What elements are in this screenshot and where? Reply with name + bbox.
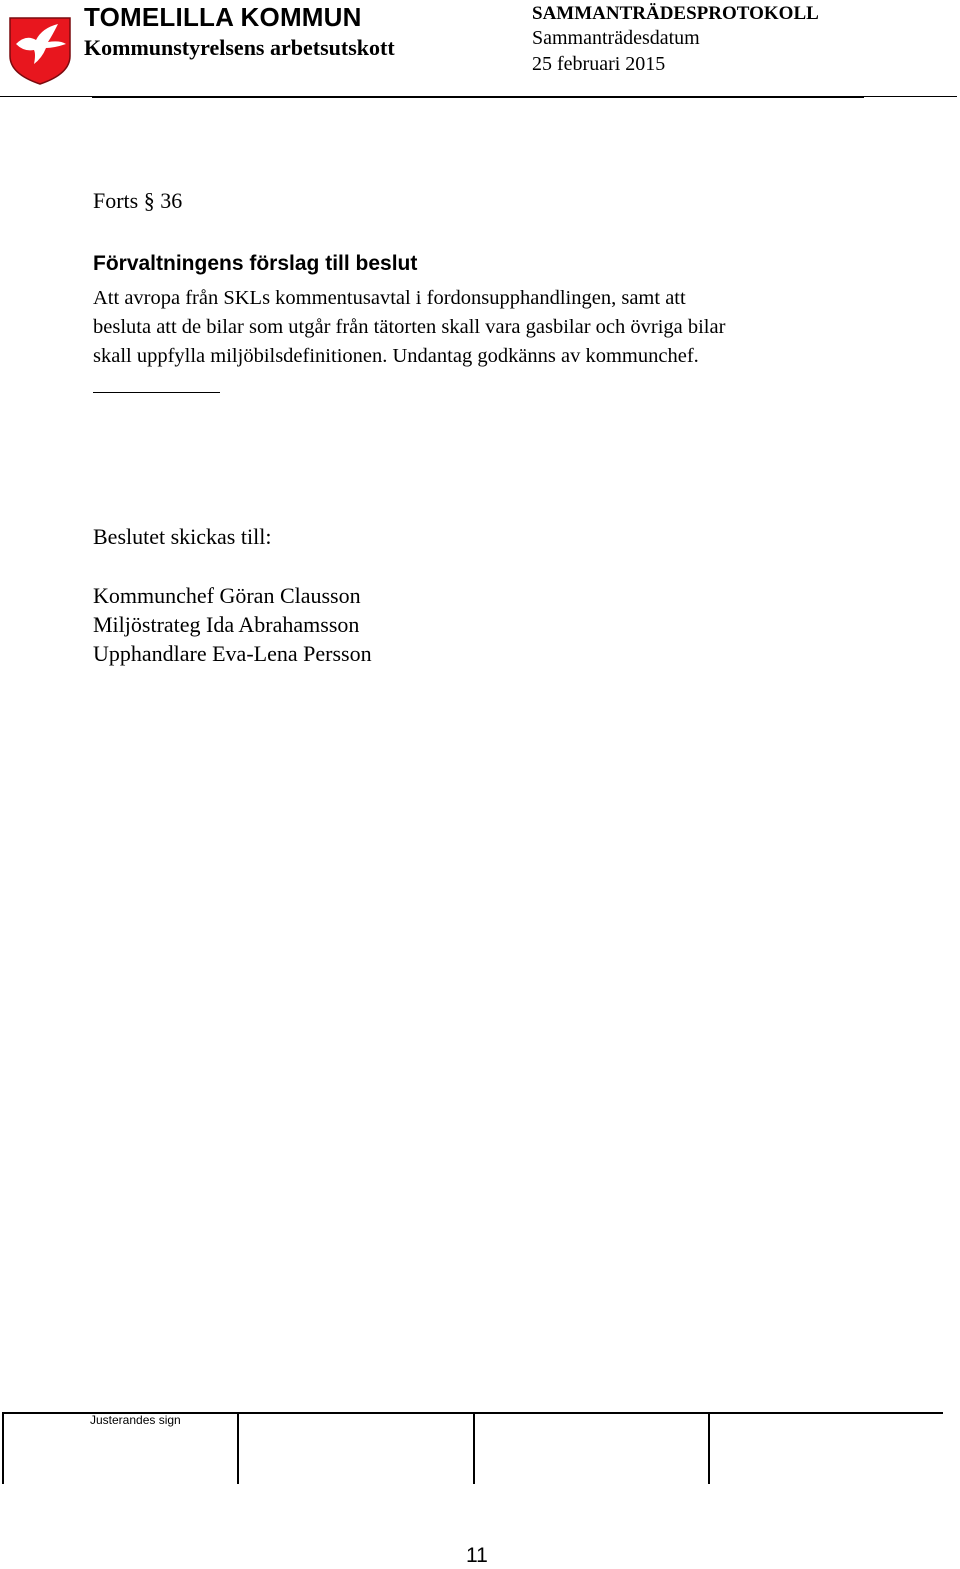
page-number: 11: [466, 1544, 488, 1567]
distribution-label: Beslutet skickas till:: [93, 524, 272, 549]
proposal-line: besluta att de bilar som utgår från tätorten skall vara gasbilar och övriga bilar: [93, 316, 726, 338]
signature-cell: [708, 1414, 943, 1484]
document-type: SAMMANTRÄDESPROTOKOLL: [532, 3, 819, 24]
recipient-item: Kommunchef Göran Clausson: [93, 583, 361, 608]
committee-name: Kommunstyrelsens arbetsutskott: [84, 35, 395, 60]
header-divider-thick: [92, 96, 864, 98]
recipient-item: Upphandlare Eva-Lena Persson: [93, 641, 372, 666]
proposal-line: skall uppfylla miljöbilsdefinitionen. Undantag godkänns av kommunchef.: [93, 345, 699, 367]
municipal-crest-icon: [8, 14, 72, 86]
signature-label: Justerandes sign: [90, 1413, 181, 1427]
signature-cell: [473, 1414, 708, 1484]
proposal-line: Att avropa från SKLs kommentusavtal i fordonsupphandlingen, samt att: [93, 287, 686, 309]
org-name: TOMELILLA KOMMUN: [84, 2, 362, 32]
section-heading: Förvaltningens förslag till beslut: [93, 252, 418, 275]
section-reference: Forts § 36: [93, 188, 183, 213]
section-end-rule: [93, 392, 220, 393]
meeting-date-value: 25 februari 2015: [532, 53, 666, 75]
proposal-paragraph: [93, 284, 863, 371]
signature-cell: [237, 1414, 472, 1484]
recipient-list: [93, 581, 372, 668]
recipient-item: Miljöstrateg Ida Abrahamsson: [93, 612, 360, 637]
meeting-date-label: Sammanträdesdatum: [532, 27, 700, 49]
